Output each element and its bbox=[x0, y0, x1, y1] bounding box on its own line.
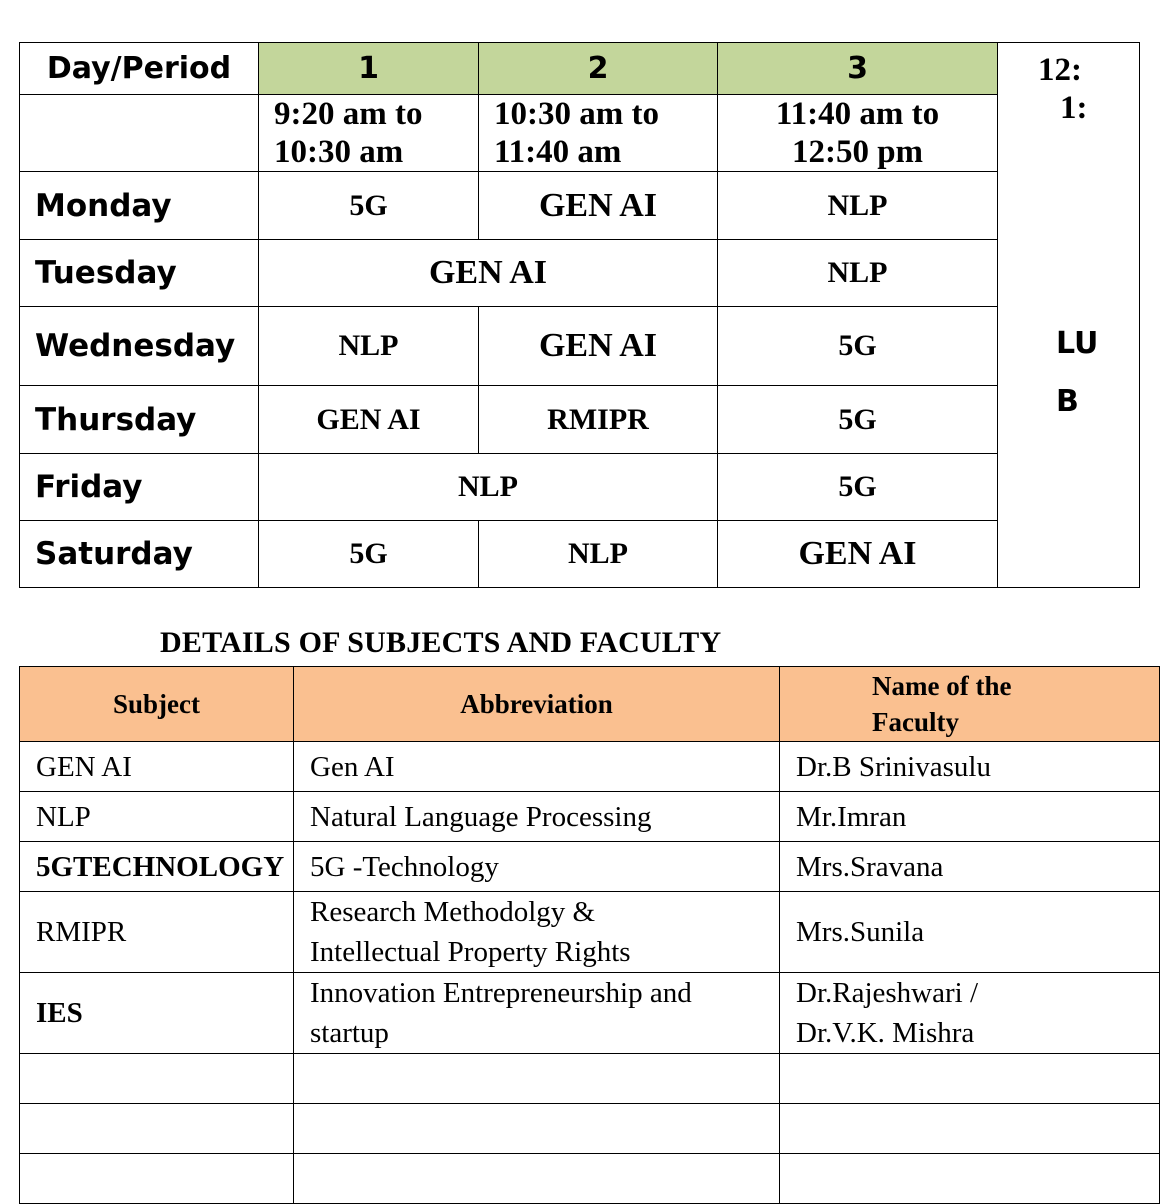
empty-cell bbox=[780, 1054, 1160, 1104]
thursday-row bbox=[20, 386, 1140, 454]
day-label: Saturday bbox=[20, 521, 259, 588]
timetable-times-row bbox=[20, 95, 1140, 172]
subjects-faculty-table bbox=[19, 666, 1160, 1204]
table-row bbox=[20, 973, 1160, 1054]
slot-cell: GEN AI bbox=[718, 521, 998, 588]
subject-cell: NLP bbox=[20, 792, 294, 842]
empty-cell bbox=[294, 1054, 780, 1104]
faculty-cell: Mrs.Sunila bbox=[780, 892, 1160, 973]
abbreviation-cell: Gen AI bbox=[294, 742, 780, 792]
period-2-time: 10:30 am to 11:40 am bbox=[479, 95, 718, 172]
slot-cell: NLP bbox=[259, 307, 479, 386]
period-4-time: 12: 1: bbox=[998, 43, 1140, 172]
empty-cell bbox=[20, 1054, 294, 1104]
period-1-time: 9:20 am to 10:30 am bbox=[259, 95, 479, 172]
table-row bbox=[20, 892, 1160, 973]
subject-cell: 5GTECHNOLOGY bbox=[20, 842, 294, 892]
empty-cell bbox=[294, 1104, 780, 1154]
empty-row bbox=[20, 1054, 1160, 1104]
faculty-cell: Mr.Imran bbox=[780, 792, 1160, 842]
table-row bbox=[20, 792, 1160, 842]
empty-cell bbox=[780, 1104, 1160, 1154]
faculty-cell: Dr.B Srinivasulu bbox=[780, 742, 1160, 792]
slot-cell: 5G bbox=[718, 386, 998, 454]
faculty-header: Name of the Faculty bbox=[780, 667, 1160, 742]
day-label: Monday bbox=[20, 172, 259, 240]
slot-cell: RMIPR bbox=[479, 386, 718, 454]
faculty-cell: Dr.Rajeshwari / Dr.V.K. Mishra bbox=[780, 973, 1160, 1054]
times-corner-cell bbox=[20, 95, 259, 172]
details-title: DETAILS OF SUBJECTS AND FACULTY bbox=[160, 626, 722, 659]
slot-cell: NLP bbox=[718, 240, 998, 307]
abbreviation-cell: Natural Language Processing bbox=[294, 792, 780, 842]
slot-cell: 5G bbox=[718, 454, 998, 521]
monday-row bbox=[20, 172, 1140, 240]
lunch-break-cell: LU B bbox=[998, 172, 1140, 588]
slot-cell: NLP bbox=[718, 172, 998, 240]
table-row bbox=[20, 742, 1160, 792]
day-label: Wednesday bbox=[20, 307, 259, 386]
slot-cell: NLP bbox=[259, 454, 718, 521]
slot-cell: NLP bbox=[479, 521, 718, 588]
period-3-header: 3 bbox=[718, 43, 998, 95]
day-label: Tuesday bbox=[20, 240, 259, 307]
slot-cell: 5G bbox=[259, 521, 479, 588]
slot-cell: 5G bbox=[259, 172, 479, 240]
subject-cell: GEN AI bbox=[20, 742, 294, 792]
empty-cell bbox=[294, 1154, 780, 1204]
table-row bbox=[20, 842, 1160, 892]
tuesday-row bbox=[20, 240, 1140, 307]
slot-cell: GEN AI bbox=[479, 307, 718, 386]
wednesday-row bbox=[20, 307, 1140, 386]
period-2-header: 2 bbox=[479, 43, 718, 95]
friday-row bbox=[20, 454, 1140, 521]
slot-cell: GEN AI bbox=[479, 172, 718, 240]
day-label: Thursday bbox=[20, 386, 259, 454]
slot-cell: 5G bbox=[718, 307, 998, 386]
day-period-header: Day/Period bbox=[20, 43, 259, 95]
abbreviation-cell: Research Methodolgy & Intellectual Property Rights bbox=[294, 892, 780, 973]
details-header-row bbox=[20, 667, 1160, 742]
empty-cell bbox=[20, 1104, 294, 1154]
timetable-header-row bbox=[20, 43, 1140, 95]
slot-cell: GEN AI bbox=[259, 240, 718, 307]
faculty-cell: Mrs.Sravana bbox=[780, 842, 1160, 892]
timetable bbox=[19, 42, 1140, 588]
empty-row bbox=[20, 1154, 1160, 1204]
day-label: Friday bbox=[20, 454, 259, 521]
subject-header: Subject bbox=[20, 667, 294, 742]
empty-cell bbox=[20, 1154, 294, 1204]
period-1-header: 1 bbox=[259, 43, 479, 95]
empty-cell bbox=[780, 1154, 1160, 1204]
subject-cell: IES bbox=[20, 973, 294, 1054]
empty-row bbox=[20, 1104, 1160, 1154]
abbreviation-header: Abbreviation bbox=[294, 667, 780, 742]
saturday-row bbox=[20, 521, 1140, 588]
period-3-time: 11:40 am to 12:50 pm bbox=[718, 95, 998, 172]
slot-cell: GEN AI bbox=[259, 386, 479, 454]
abbreviation-cell: 5G -Technology bbox=[294, 842, 780, 892]
subject-cell: RMIPR bbox=[20, 892, 294, 973]
abbreviation-cell: Innovation Entrepreneurship and startup bbox=[294, 973, 780, 1054]
